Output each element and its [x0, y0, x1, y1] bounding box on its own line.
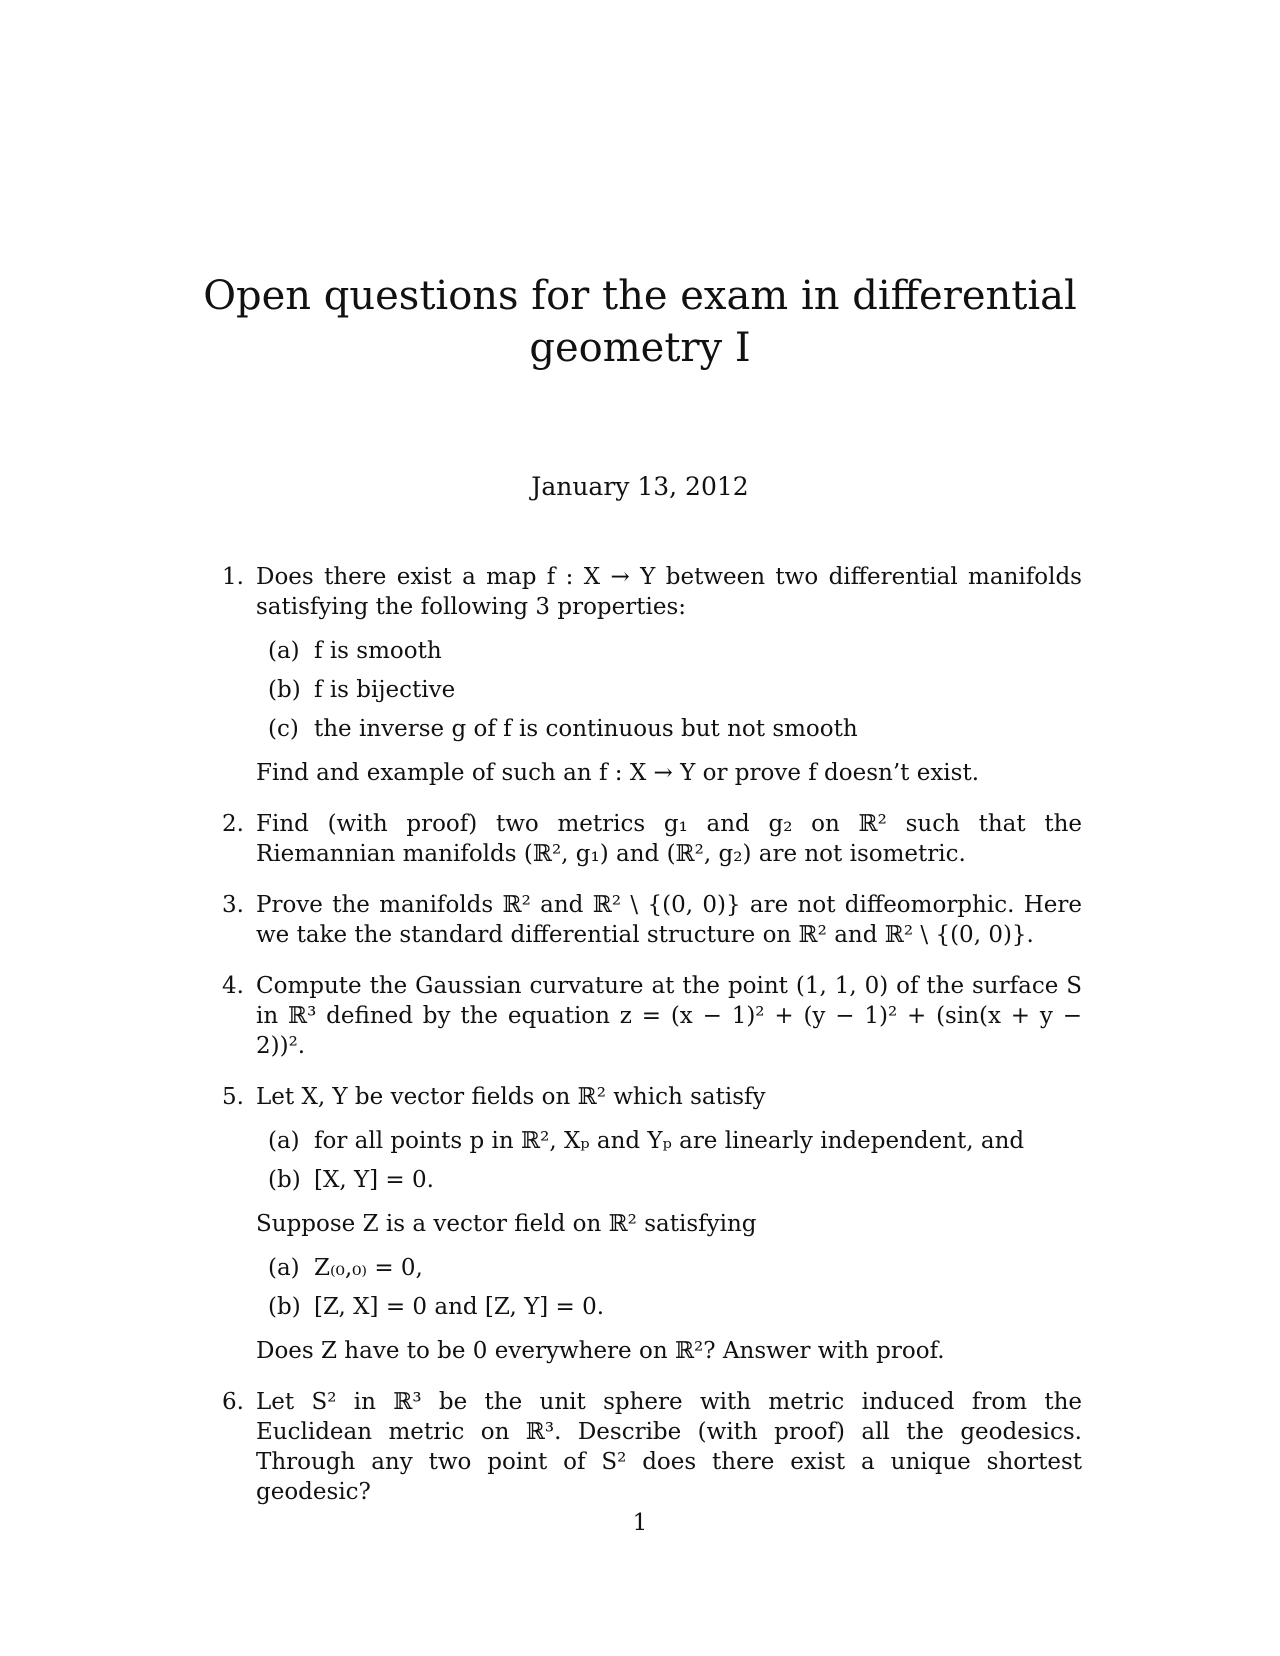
page-number: 1 — [632, 1510, 648, 1536]
question-2 — [222, 809, 1082, 869]
sub-item — [268, 636, 1082, 666]
question-6 — [222, 1387, 1082, 1507]
sub-text: for all points p in ℝ², Xₚ and Yₚ are linearly independent, and — [314, 1128, 1025, 1154]
sub-label: (a) — [268, 1255, 300, 1281]
sub-item — [268, 1126, 1082, 1156]
sub-text: f is smooth — [314, 638, 442, 664]
question-number: 1. — [222, 564, 244, 590]
question-1 — [222, 562, 1082, 788]
sub-item — [268, 1292, 1082, 1322]
sub-label: (c) — [268, 716, 299, 742]
question-number: 2. — [222, 811, 244, 837]
question-text: Prove the manifolds ℝ² and ℝ² \ {(0, 0)} are not diffeomorphic. Here we take the standard differential structure on ℝ² and ℝ² \ {(0, 0)}. — [256, 892, 1082, 948]
document-title — [140, 270, 1140, 374]
question-text: Does there exist a map f : X → Y between two differential manifolds satisfying the following 3 properties: — [256, 564, 1082, 620]
sub-text: f is bijective — [314, 677, 456, 703]
sub-text: Z₍₀,₀₎ = 0, — [314, 1255, 423, 1281]
sub-text: the inverse g of f is continuous but not smooth — [314, 716, 858, 742]
question-middle: Suppose Z is a vector field on ℝ² satisfying — [256, 1211, 757, 1237]
question-number: 5. — [222, 1084, 244, 1110]
sub-item — [268, 1165, 1082, 1195]
sub-list — [268, 636, 1082, 744]
question-text: Let X, Y be vector fields on ℝ² which satisfy — [256, 1084, 766, 1110]
question-number: 6. — [222, 1389, 244, 1415]
sub-label: (a) — [268, 1128, 300, 1154]
question-number: 3. — [222, 892, 244, 918]
sub-label: (b) — [268, 1294, 301, 1320]
question-followup: Find and example of such an f : X → Y or prove f doesn’t exist. — [256, 760, 980, 786]
sub-text: [X, Y] = 0. — [314, 1167, 434, 1193]
sub-label: (b) — [268, 1167, 301, 1193]
sub-item — [268, 1253, 1082, 1283]
question-4 — [222, 971, 1082, 1061]
sub-list — [268, 1126, 1082, 1195]
question-3 — [222, 890, 1082, 950]
question-text: Compute the Gaussian curvature at the point (1, 1, 0) of the surface S in ℝ³ defined by the equation z = (x − 1)² + (y − 1)² + (sin(x + y − 2))². — [256, 973, 1082, 1059]
question-text: Let S² in ℝ³ be the unit sphere with metric induced from the Euclidean metric on ℝ³. Describe (with proof) all the geodesics. Through any two point of S² does there exist a unique shortest geodesic? — [256, 1389, 1082, 1505]
question-5 — [222, 1082, 1082, 1366]
title-line-2: geometry I — [529, 325, 751, 371]
question-text: Find (with proof) two metrics g₁ and g₂ on ℝ² such that the Riemannian manifolds (ℝ², g₁) and (ℝ², g₂) are not isometric. — [256, 811, 1082, 867]
sub-label: (b) — [268, 677, 301, 703]
sub-label: (a) — [268, 638, 300, 664]
question-followup: Does Z have to be 0 everywhere on ℝ²? Answer with proof. — [256, 1338, 945, 1364]
question-number: 4. — [222, 973, 244, 999]
sub-item — [268, 675, 1082, 705]
title-line-1: Open questions for the exam in differential — [203, 273, 1077, 319]
question-list — [222, 562, 1082, 1528]
sub-item — [268, 714, 1082, 744]
sub-text: [Z, X] = 0 and [Z, Y] = 0. — [314, 1294, 605, 1320]
document-date: January 13, 2012 — [531, 472, 749, 501]
sub-list-2 — [268, 1253, 1082, 1322]
